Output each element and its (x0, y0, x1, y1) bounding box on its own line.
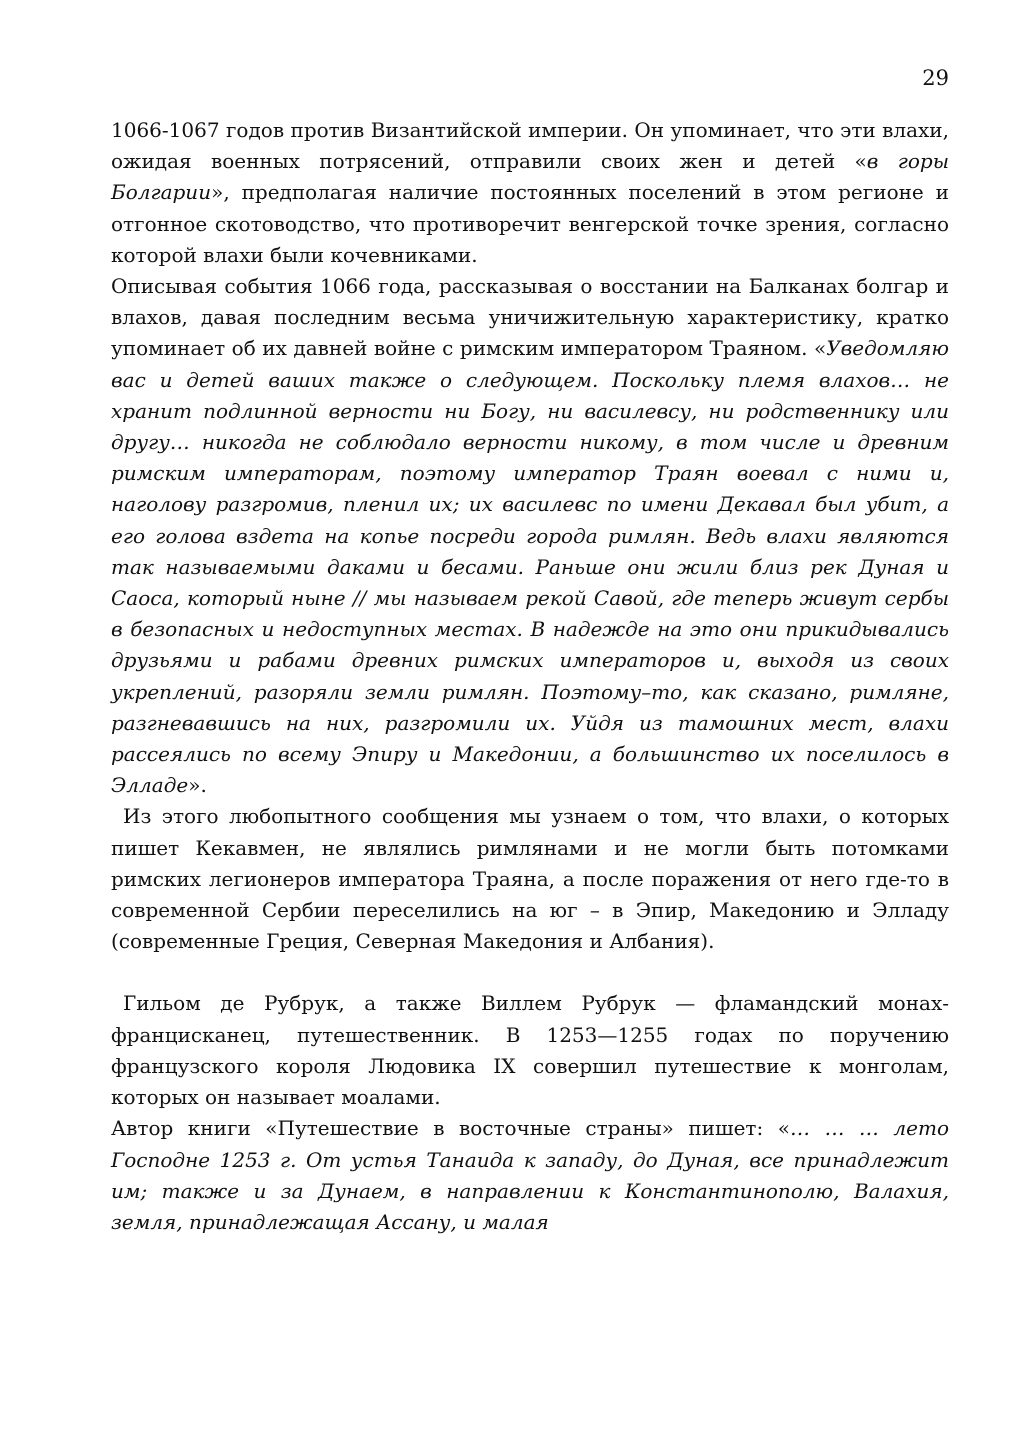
paragraph-5 (111, 1113, 949, 1238)
text-segment: », предполагая наличие постоянных поселений в этом регионе и отгонное скотоводство, что противоречит венгерской точке зрения, согласно которой влахи были кочевниками. (111, 180, 949, 267)
text-segment: ». (188, 773, 207, 798)
paragraph-1 (111, 115, 949, 271)
italic-quote: Уведомляю вас и детей ваших также о следующем. Поскольку племя влахов… не хранит подлинной верности ни Богу, ни василевсу, ни родственнику или другу… никогда не соблюдало верности никому, в том числе и древним римским императорам, поэтому император Траян воевал с ними и, наголову разгромив, пленил их; их василевс по имени Декавал был убит, а его голова вздета на копье посреди города римлян. Ведь влахи являются так называемыми даками и бесами. Раньше они жили близ рек Дуная и Саоса, который ныне // мы называем рекой Савой, где теперь живут сербы в безопасных и недоступных местах. В надежде на это они прикидывались друзьями и рабами древних римских императоров и, выходя из своих укреплений, разоряли земли римлян. Поэтому–то, как сказано, римляне, разгневавшись на них, разгромили их. Уйдя из тамошних мест, влахи рассеялись по всему Эпиру и Македонии, а большинство их поселилось в Элладе (111, 336, 949, 798)
paragraph-2 (111, 271, 949, 801)
page-number: 29 (922, 66, 949, 90)
italic-quote: в горы Болгарии (111, 149, 949, 205)
text-segment: Гильом де Рубрук, а также Виллем Рубрук — фламандский монах-францисканец, путешественник. В 1253—1255 годах по поручению французского короля Людовика IX совершил путешествие к монголам, которых он называет моалами. (111, 991, 949, 1110)
text-segment: Из этого любопытного сообщения мы узнаем о том, что влахи, о которых пишет Кекавмен, не являлись римлянами и не могли быть потомками римских легионеров императора Траяна, а после поражения от него где-то в современной Сербии переселились на юг – в Эпир, Македонию и Элладу (современные Греция, Северная Македония и Албания). (111, 804, 949, 954)
paragraph-4 (111, 988, 949, 1113)
text-segment: Автор книги «Путешествие в восточные страны» пишет: « (111, 1116, 790, 1141)
paragraph-3 (111, 801, 949, 957)
text-segment: Описывая события 1066 года, рассказывая о восстании на Балканах болгар и влахов, давая последним весьма уничижительную характеристику, кратко упоминает об их давней войне с римским императором Траяном. « (111, 274, 949, 361)
italic-quote: … … … лето Господне 1253 г. От устья Танаида к западу, до Дуная, все принадлежит им; также и за Дунаем, в направлении к Константинополю, Валахия, земля, принадлежащая Ассану, и малая (111, 1116, 949, 1234)
document-body (111, 115, 949, 1238)
text-segment: 1066-1067 годов против Византийской империи. Он упоминает, что эти влахи, ожидая военных потрясений, отправили своих жен и детей « (111, 118, 949, 174)
